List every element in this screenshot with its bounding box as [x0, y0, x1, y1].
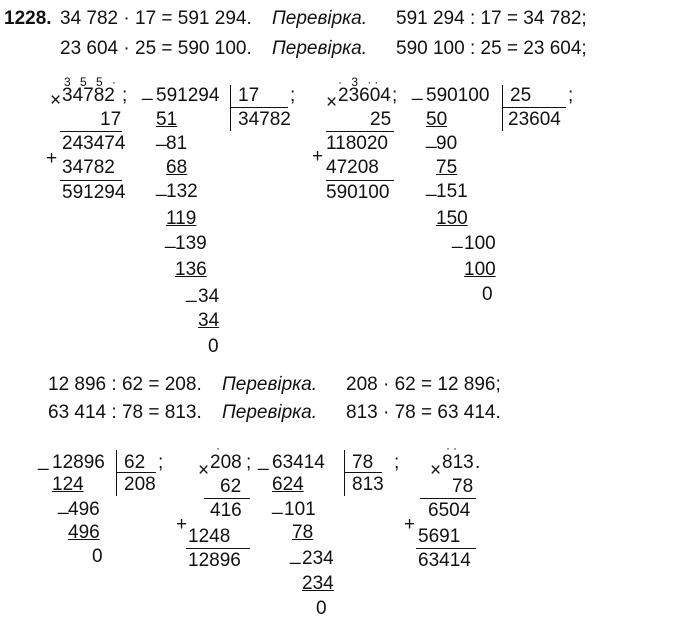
partial-product-1: 243474: [62, 133, 126, 154]
partial-product-1: 416: [210, 500, 242, 521]
partial-product-1: 6504: [428, 500, 471, 521]
carry-digits: · 3 ··: [338, 75, 382, 89]
rule-line: [326, 131, 394, 132]
division-step: 139: [175, 233, 207, 254]
rule-line: [60, 131, 122, 132]
partial-product-1: 118020: [326, 133, 388, 154]
division-step: 132: [166, 181, 198, 202]
minus-sign: _: [258, 450, 269, 471]
check-4: 813 · 78 = 63 414.: [346, 402, 501, 423]
rule-line: [326, 180, 394, 181]
division-step: 234: [302, 573, 334, 594]
product: 591294: [62, 182, 126, 203]
rule-line: [420, 498, 476, 499]
rule-line: [416, 548, 476, 549]
minus-sign: _: [156, 126, 167, 147]
separator: ;: [568, 85, 574, 106]
dividend: 63414: [272, 452, 325, 473]
multiplicand: 208: [210, 452, 242, 473]
division-remainder: 0: [208, 336, 219, 357]
separator: ;: [290, 85, 296, 106]
partial-product-2: 5691: [418, 526, 461, 547]
check-label-3: Перевірка.: [222, 374, 317, 395]
division-step: 78: [292, 522, 314, 543]
times-sign: ×: [50, 90, 62, 111]
rule-line: [116, 472, 156, 473]
quotient: 208: [124, 474, 156, 495]
rule-line: [204, 498, 250, 499]
divisor: 17: [238, 85, 260, 106]
quotient: 34782: [238, 109, 291, 130]
separator: ;: [158, 452, 164, 473]
division-step: 50: [426, 109, 448, 130]
equation-1: 34 782 · 17 = 591 294.: [60, 8, 252, 29]
product: 12896: [188, 550, 241, 571]
problem-number: 1228.: [4, 8, 52, 29]
division-remainder: 0: [316, 598, 327, 619]
minus-sign: _: [290, 544, 301, 565]
division-step: 51: [156, 109, 178, 130]
carry-digits: ·: [216, 441, 223, 455]
minus-sign: _: [186, 282, 197, 303]
quotient: 23604: [508, 109, 561, 130]
dividend: 590100: [426, 85, 490, 106]
multiplicand: 34782: [62, 85, 115, 106]
division-step: 75: [436, 157, 458, 178]
separator: .: [475, 452, 481, 473]
equation-4: 63 414 : 78 = 813.: [48, 402, 202, 423]
division-step: 234: [302, 548, 334, 569]
division-step: 90: [436, 133, 458, 154]
minus-sign: _: [412, 80, 423, 101]
product: 590100: [326, 182, 390, 203]
product: 63414: [418, 550, 471, 571]
separator: ;: [122, 85, 128, 106]
division-step: 496: [68, 522, 100, 543]
partial-product-2: 47208: [326, 157, 379, 178]
division-step: 150: [436, 208, 468, 229]
divisor: 78: [352, 452, 374, 473]
minus-sign: _: [426, 176, 437, 197]
plus-sign: +: [46, 148, 58, 169]
separator: ;: [392, 85, 398, 106]
division-step: 68: [166, 157, 188, 178]
minus-sign: _: [142, 80, 153, 101]
rule-line: [186, 548, 250, 549]
division-bar: [502, 85, 503, 131]
quotient: 813: [352, 474, 384, 495]
partial-product-2: 1248: [188, 526, 231, 547]
division-bar: [230, 85, 231, 131]
division-step: 100: [464, 259, 496, 280]
minus-sign: _: [38, 450, 49, 471]
check-label-1: Перевірка.: [272, 8, 367, 29]
division-bar: [116, 450, 117, 496]
minus-sign: _: [58, 494, 69, 515]
minus-sign: _: [165, 228, 176, 249]
division-step: 151: [436, 181, 468, 202]
plus-sign: +: [312, 146, 324, 167]
separator: ;: [246, 452, 252, 473]
multiplicand: 813: [442, 452, 474, 473]
times-sign: ×: [326, 92, 338, 113]
dividend: 12896: [52, 452, 105, 473]
division-step: 81: [166, 133, 188, 154]
check-label-2: Перевірка.: [272, 38, 367, 59]
divisor: 25: [510, 85, 532, 106]
rule-line: [344, 472, 382, 473]
division-bar: [344, 450, 345, 496]
division-step: 496: [68, 499, 100, 520]
minus-sign: _: [452, 228, 463, 249]
minus-sign: _: [272, 494, 283, 515]
carry-digits: 3 5 5 ·: [64, 75, 120, 89]
multiplier: 25: [370, 109, 392, 130]
plus-sign: +: [176, 514, 188, 535]
partial-product-2: 34782: [62, 157, 115, 178]
separator: ;: [394, 452, 400, 473]
check-label-4: Перевірка.: [222, 402, 317, 423]
equation-3: 12 896 : 62 = 208.: [48, 374, 202, 395]
minus-sign: _: [426, 128, 437, 149]
division-remainder: 0: [92, 546, 103, 567]
division-step: 100: [464, 233, 496, 254]
rule-line: [230, 107, 288, 108]
division-step: 136: [175, 259, 207, 280]
dividend: 591294: [156, 85, 220, 106]
times-sign: ×: [198, 460, 210, 481]
plus-sign: +: [404, 514, 416, 535]
multiplier: 62: [220, 476, 242, 497]
division-step: 624: [272, 474, 304, 495]
division-step: 34: [198, 286, 220, 307]
division-step: 124: [52, 474, 84, 495]
division-step: 34: [198, 310, 220, 331]
carry-digits: ··: [446, 441, 460, 455]
multiplier: 17: [100, 109, 122, 130]
rule-line: [60, 180, 122, 181]
times-sign: ×: [430, 460, 442, 481]
equation-2: 23 604 · 25 = 590 100.: [60, 38, 252, 59]
division-remainder: 0: [482, 284, 493, 305]
division-step: 119: [166, 208, 197, 229]
check-3: 208 · 62 = 12 896;: [346, 374, 501, 395]
check-1: 591 294 : 17 = 34 782;: [396, 8, 587, 29]
divisor: 62: [124, 452, 146, 473]
check-2: 590 100 : 25 = 23 604;: [396, 38, 587, 59]
multiplicand: 23604: [338, 85, 391, 106]
division-step: 101: [284, 499, 316, 520]
rule-line: [502, 107, 566, 108]
multiplier: 78: [452, 476, 474, 497]
minus-sign: _: [156, 176, 167, 197]
